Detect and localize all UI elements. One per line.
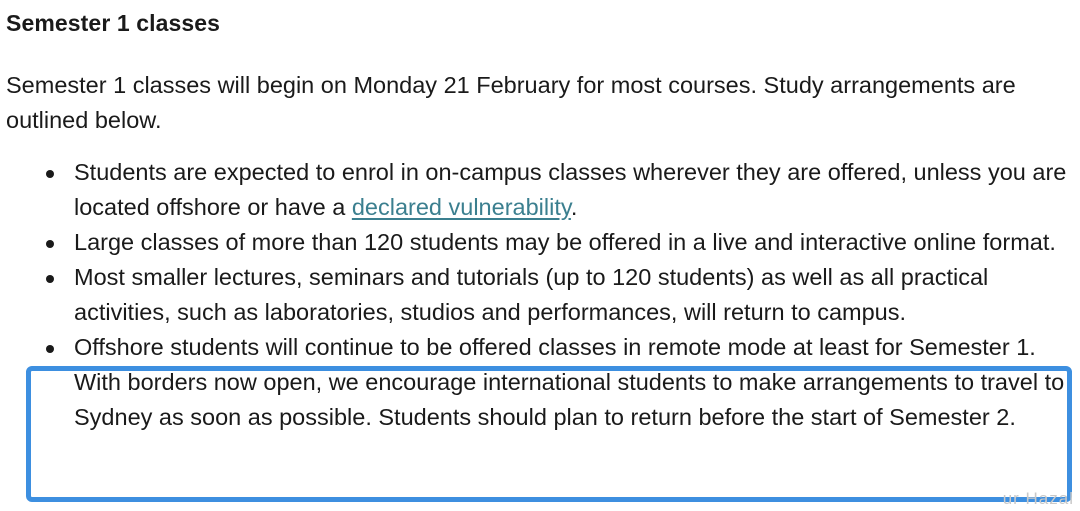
bullet-icon [46,345,54,353]
list-item-enrol [6,155,1074,225]
bullet-icon [46,170,54,178]
list-item-large-classes [6,225,1074,260]
bullet-icon [46,240,54,248]
list-item-text: Large classes of more than 120 students may be offered in a live and interactive online format. [74,229,1056,255]
list-item-text: Most smaller lectures, seminars and tutorials (up to 120 students) as well as all practical activities, such as laboratories, studios and performances, will return to campus. [74,264,989,325]
list-item-smaller-lectures [6,260,1074,330]
list-item-text-end: . [570,194,578,220]
watermark: ur Hazal [1002,489,1074,508]
section-heading: Semester 1 classes [6,10,221,36]
intro-paragraph: Semester 1 classes will begin on Monday 21 February for most courses. Study arrangements are outlined below. [6,72,1016,133]
declared-vulnerability-link[interactable]: declared vulnerability [351,194,571,220]
list-item-text: Students are expected to enrol in on-campus classes wherever they are offered, unless you are located offshore or have a [74,159,1067,220]
highlight-box [26,366,1072,502]
bullet-icon [46,275,54,283]
list-item-text: Offshore students will continue to be offered classes in remote mode at least for Semester 1. With borders now open, we encourage international students to make arrangements to travel to Sydney as soon as possible. Students should plan to return before the start of Semester 2. [74,334,1065,430]
